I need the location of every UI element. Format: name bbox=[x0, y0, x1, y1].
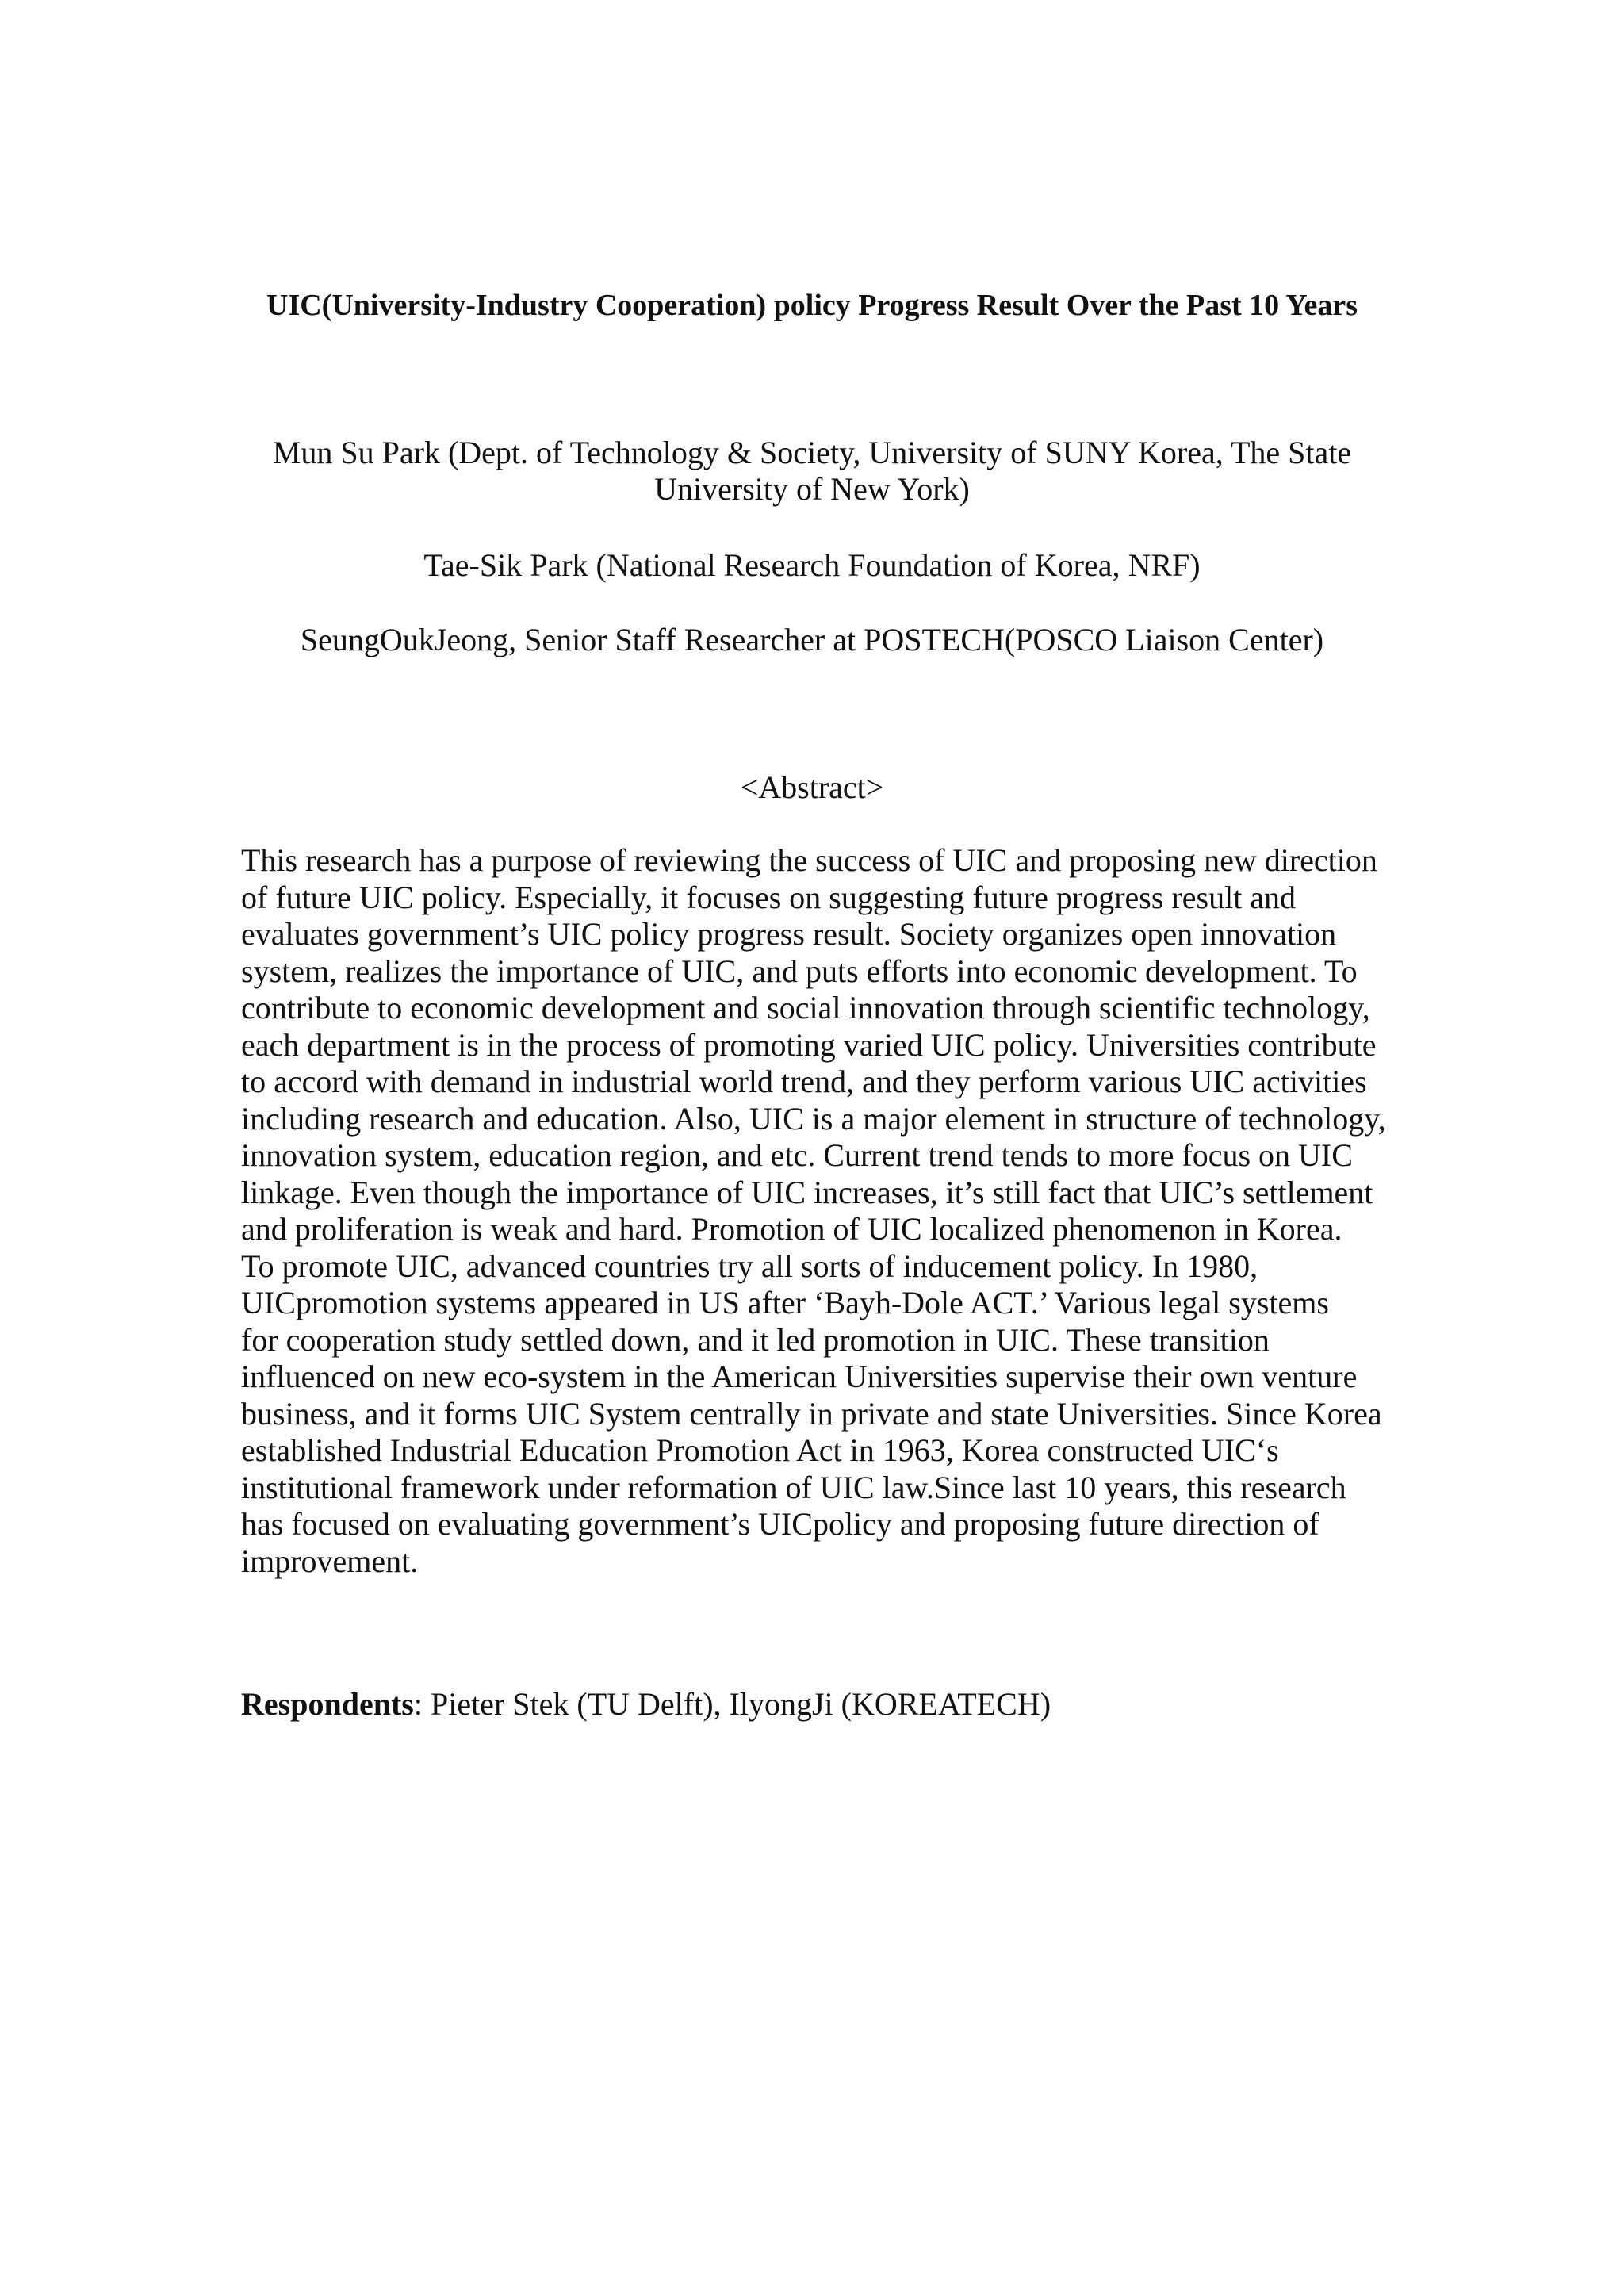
abstract-line: To promote UIC, advanced countries try all sorts of inducement policy. In 1980, bbox=[241, 1248, 1258, 1284]
respondents-label: Respondents bbox=[241, 1686, 414, 1722]
paper-title: UIC(University-Industry Cooperation) policy Progress Result Over the Past 10 Years bbox=[266, 289, 1358, 322]
abstract-line: This research has a purpose of reviewing the success of UIC and proposing new direction bbox=[241, 842, 1377, 878]
abstract-body bbox=[241, 842, 1399, 1580]
abstract-heading: <Abstract> bbox=[740, 769, 884, 805]
abstract-line: to accord with demand in industrial world trend, and they perform various UIC activities bbox=[241, 1064, 1367, 1099]
respondents-line bbox=[241, 1686, 1399, 1723]
abstract-line: linkage. Even though the importance of UIC increases, it’s still fact that UIC’s settlement bbox=[241, 1174, 1373, 1210]
abstract-line: for cooperation study settled down, and it led promotion in UIC. These transition bbox=[241, 1321, 1270, 1358]
abstract-line: contribute to economic development and social innovation through scientific technology, bbox=[241, 990, 1370, 1025]
abstract-line: including research and education. Also, UIC is a major element in structure of technology, bbox=[241, 1100, 1386, 1137]
author-line-2: Tae-Sik Park (National Research Foundation of Korea, NRF) bbox=[423, 547, 1201, 583]
abstract-line: and proliferation is weak and hard. Promotion of UIC localized phenomenon in Korea. bbox=[241, 1211, 1342, 1247]
abstract-line: of future UIC policy. Especially, it focuses on suggesting future progress result and bbox=[241, 879, 1297, 915]
abstract-line: evaluates government’s UIC policy progress result. Society organizes open innovation bbox=[241, 916, 1337, 952]
abstract-line: innovation system, education region, and etc. Current trend tends to more focus on UIC bbox=[241, 1137, 1353, 1173]
abstract-line: system, realizes the importance of UIC, and puts efforts into economic development. To bbox=[241, 953, 1358, 989]
respondents-text: : Pieter Stek (TU Delft), IlyongJi (KOREATECH) bbox=[413, 1686, 1051, 1722]
abstract-line: established Industrial Education Promotion Act in 1963, Korea constructed UIC‘s bbox=[241, 1432, 1279, 1468]
abstract-line: each department is in the process of promoting varied UIC policy. Universities contribute bbox=[241, 1026, 1377, 1063]
abstract-line: business, and it forms UIC System centrally in private and state Universities. Since Korea bbox=[241, 1395, 1382, 1432]
abstract-line: influenced on new eco-system in the American Universities supervise their own venture bbox=[241, 1359, 1358, 1394]
abstract-line: improvement. bbox=[241, 1543, 419, 1579]
author-line-1: Mun Su Park (Dept. of Technology & Society, University of SUNY Korea, The State University of New York) bbox=[272, 435, 1352, 507]
abstract-line: UICpromotion systems appeared in US after ‘Bayh-Dole ACT.’ Various legal systems bbox=[241, 1285, 1329, 1320]
abstract-line: institutional framework under reformation of UIC law.Since last 10 years, this research bbox=[241, 1469, 1346, 1505]
abstract-line: has focused on evaluating government’s UICpolicy and proposing future direction of bbox=[241, 1506, 1320, 1542]
author-line-3: SeungOukJeong, Senior Staff Researcher at POSTECH(POSCO Liaison Center) bbox=[300, 622, 1324, 657]
